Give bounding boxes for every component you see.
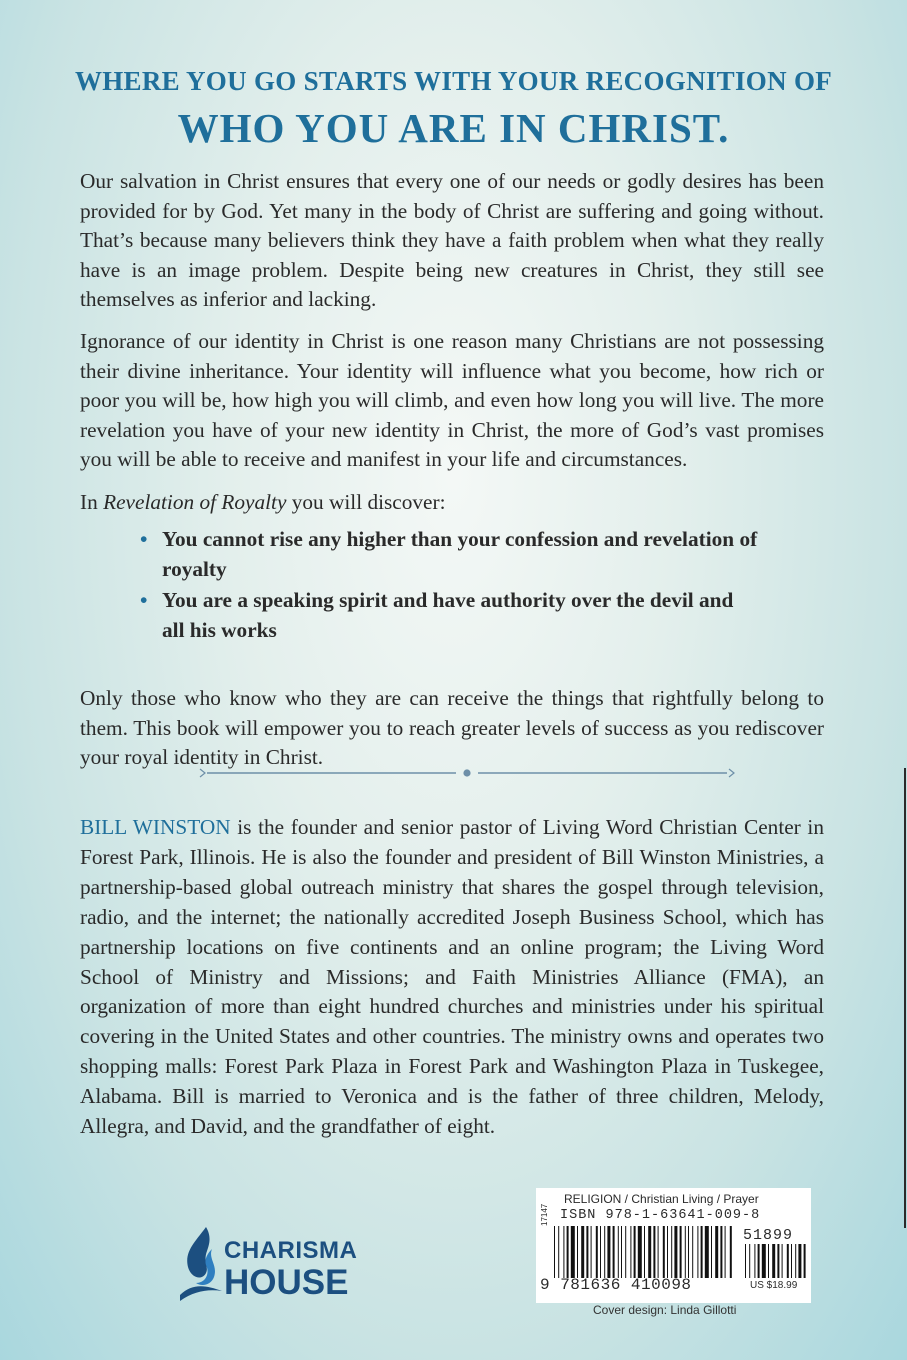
barcode-bar [638,1226,642,1278]
author-name: BILL WINSTON [80,815,231,839]
barcode-bar [600,1226,601,1278]
bullet-icon: • [140,588,148,613]
barcode-bar [558,1226,559,1278]
barcode-bar [798,1244,801,1278]
barcode-bar [581,1226,584,1278]
barcode-bar [762,1244,766,1278]
cover-design-credit: Cover design: Linda Gillotti [593,1303,737,1317]
barcode-bar [680,1226,682,1278]
barcode-bar [720,1226,722,1278]
barcode-bar [596,1226,598,1278]
barcode-bar [634,1226,636,1278]
barcode-bar [745,1244,746,1278]
book-title: Revelation of Royalty [103,490,287,514]
barcode-bar [768,1244,769,1278]
barcode-bar [754,1244,755,1278]
barcode-bar [674,1226,677,1278]
publisher-name-bottom: HOUSE [224,1263,349,1302]
author-bio-text: is the founder and senior pastor of Living Word Christian Center in Forest Park, Illinois. He is also the founder and president of Bill Winston Ministries, a partnership-based global outreach ministry that shares the gospel through television, radio, and the internet; the nationally accredited Joseph Business School, which has partnership locations on five continents and an online program; the Living Word School of Ministry and Missions; and Faith Ministries Alliance (FMA), an organization of more than eight hundred churches and ministries under his spiritual covering in the United States and other countries. The ministry owns and operates two shopping malls: Forest Park Plaza in Forest Park and Washington Plaza in Tuskegee, Alabama. Bill is married to Veronica and is the father of three children, Melody, Allegra, and David, and the grandfather of eight. [80,815,824,1139]
barcode-isbn: ISBN 978-1-63641-009-8 [560,1208,761,1223]
barcode-bar [577,1226,578,1278]
barcode-bar [563,1226,564,1278]
barcode-bar [567,1226,569,1278]
barcode-bar [688,1226,689,1278]
barcode-bar [671,1226,672,1278]
discover-paragraph [80,488,824,518]
barcode-bar [795,1244,796,1278]
barcode-category: RELIGION / Christian Living / Prayer [564,1192,759,1206]
barcode-bar [749,1244,750,1278]
publisher-name-top: CHARISMA [224,1237,358,1264]
discover-list [140,525,760,647]
author-bio [80,813,824,1142]
barcode-bar [701,1226,703,1278]
barcode-bar [586,1226,588,1278]
barcode-bar [604,1226,605,1278]
barcode-bar [607,1226,610,1278]
barcode-bar [613,1226,615,1278]
barcode-bars [554,1226,732,1278]
barcode-label [536,1188,811,1303]
headline-line-1: WHERE YOU GO STARTS WITH YOUR RECOGNITION OF [74,66,833,96]
barcode-bar [705,1226,709,1278]
intro-paragraph: Our salvation in Christ ensures that every one of our needs or godly desires has been provided for by God. Yet many in the body of Christ are suffering and going without. That’s because many believers think they have a faith problem when what they really have is an image problem. Despite being new creatures in Christ, they still see themselves as inferior and lacking. [80,169,824,312]
barcode-bar [621,1226,622,1278]
discover-suffix: you will discover: [286,490,446,514]
barcode-bar [782,1244,783,1278]
barcode-side-code: 17147 [540,1203,549,1226]
barcode-bar [625,1226,626,1278]
barcode-bar [663,1226,665,1278]
barcode-bar [697,1226,698,1278]
barcode-bar [571,1226,575,1278]
barcode-bar [644,1226,645,1278]
barcode-bar [653,1226,655,1278]
barcode-bar [630,1226,631,1278]
barcode-bar [658,1226,659,1278]
barcode-addon-bars [745,1244,807,1278]
publisher-logo [176,1225,386,1305]
barcode-bar [618,1226,619,1278]
barcode-bar [725,1226,726,1278]
list-item: • You cannot rise any higher than your confession and revelation of royalty [140,527,758,581]
publisher-name [224,1239,357,1300]
barcode-number: 9 781636 410098 [540,1276,692,1294]
barcode-bar [804,1244,806,1278]
barcode-bar [667,1226,668,1278]
bullet-icon: • [140,527,148,551]
headline-line-2: WHO YOU ARE IN CHRIST. [177,105,730,151]
barcode-bar [730,1226,732,1278]
edge-line [904,768,906,1228]
barcode-bar [692,1226,693,1278]
ornament-divider [198,765,736,781]
barcode-bar [648,1226,651,1278]
barcode-bar [777,1244,779,1278]
identity-paragraph: Ignorance of our identity in Christ is one reason many Christians are not possessing their divine inheritance. Your identity will influence what you become, how rich or poor you will be, how high you will climb, and even how long you will live. The more revelation you have of your new identity in Christ, the more of God’s vast promises you will be able to receive and manifest in your life and circumstances. [80,329,824,472]
barcode-bar [772,1244,775,1278]
barcode-bar [685,1226,686,1278]
barcode-bar [711,1226,712,1278]
barcode-bar [758,1244,760,1278]
barcode-bar [787,1244,789,1278]
closing-paragraph: Only those who know who they are can receive the things that rightfully belong to them. This book will empower you to reach greater levels of success as you rediscover your royal identity in Christ. [80,686,824,770]
discover-prefix: In [80,490,104,514]
barcode-bar [715,1226,718,1278]
barcode-bar [591,1226,592,1278]
barcode-bar [791,1244,792,1278]
barcode-bar [554,1226,555,1278]
list-item: • You are a speaking spirit and have authority over the devil and all his works [140,588,734,642]
barcode-addon-number: 51899 [743,1227,794,1244]
barcode-price: US $18.99 [750,1280,798,1291]
